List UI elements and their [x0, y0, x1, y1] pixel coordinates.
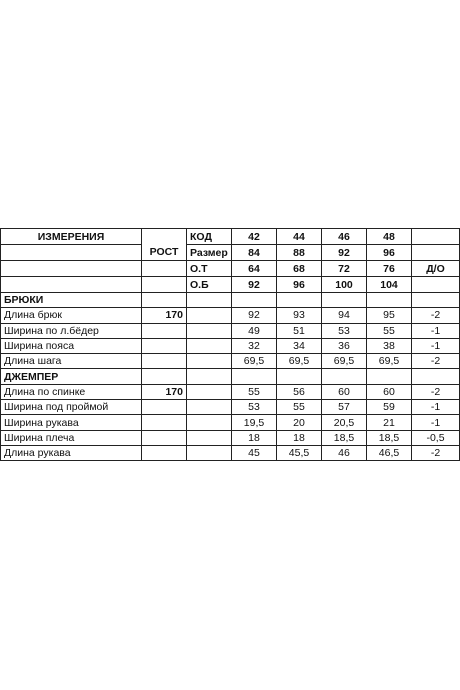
- size-measurement-value: 46,5: [367, 445, 412, 460]
- size-measurement-value: 69,5: [277, 354, 322, 369]
- section-header-row: [1, 293, 460, 308]
- height-value: [142, 323, 187, 338]
- size-measurement-value: 20: [277, 415, 322, 430]
- size-measurement-value: 60: [367, 384, 412, 399]
- size-label: Размер: [187, 245, 232, 261]
- size-measurement-value: 20,5: [322, 415, 367, 430]
- measurement-label: Ширина под проймой: [1, 400, 142, 415]
- size-measurement-value: 18,5: [367, 430, 412, 445]
- tolerance-value: -1: [412, 400, 460, 415]
- measurement-label: Ширина рукава: [1, 415, 142, 430]
- height-value: [142, 445, 187, 460]
- section-title: БРЮКИ: [1, 293, 142, 308]
- size-measurement-value: 45,5: [277, 445, 322, 460]
- size-measurement-value: 18,5: [322, 430, 367, 445]
- table-row: [1, 354, 460, 369]
- table-row: [1, 308, 460, 323]
- size-measurement-value: 57: [322, 400, 367, 415]
- table-row: [1, 445, 460, 460]
- tolerance-value: -1: [412, 323, 460, 338]
- tolerance-value: -0,5: [412, 430, 460, 445]
- measurements-header: ИЗМЕРЕНИЯ: [1, 229, 142, 245]
- size-measurement-value: 56: [277, 384, 322, 399]
- size-value: 84: [232, 245, 277, 261]
- kod-value: 42: [232, 229, 277, 245]
- size-measurement-value: 59: [367, 400, 412, 415]
- ot-label: О.Т: [187, 261, 232, 277]
- ob-value: 96: [277, 277, 322, 293]
- height-value: 170: [142, 308, 187, 323]
- height-value: [142, 400, 187, 415]
- size-value: 96: [367, 245, 412, 261]
- size-measurement-value: 92: [232, 308, 277, 323]
- size-measurement-value: 34: [277, 338, 322, 353]
- tolerance-value: -2: [412, 384, 460, 399]
- size-measurement-value: 55: [232, 384, 277, 399]
- size-measurement-value: 32: [232, 338, 277, 353]
- header-row-ob: [1, 277, 460, 293]
- size-measurement-value: 46: [322, 445, 367, 460]
- size-measurement-value: 94: [322, 308, 367, 323]
- table-row: [1, 338, 460, 353]
- ob-value: 92: [232, 277, 277, 293]
- size-measurement-value: 36: [322, 338, 367, 353]
- height-value: [142, 354, 187, 369]
- kod-label: КОД: [187, 229, 232, 245]
- size-measurement-value: 18: [277, 430, 322, 445]
- tolerance-header: Д/О: [412, 261, 460, 277]
- tolerance-value: -2: [412, 445, 460, 460]
- size-measurement-value: 51: [277, 323, 322, 338]
- height-value: 170: [142, 384, 187, 399]
- table-row: [1, 415, 460, 430]
- size-measurement-value: 69,5: [232, 354, 277, 369]
- size-chart-sheet: [0, 228, 460, 461]
- ot-value: 76: [367, 261, 412, 277]
- table-row: [1, 384, 460, 399]
- header-row-kod: [1, 229, 460, 245]
- size-chart-table: [0, 228, 460, 461]
- tolerance-value: -1: [412, 415, 460, 430]
- size-measurement-value: 60: [322, 384, 367, 399]
- size-measurement-value: 53: [232, 400, 277, 415]
- height-value: [142, 430, 187, 445]
- ot-value: 72: [322, 261, 367, 277]
- size-measurement-value: 95: [367, 308, 412, 323]
- tolerance-value: -2: [412, 308, 460, 323]
- size-measurement-value: 38: [367, 338, 412, 353]
- size-measurement-value: 69,5: [322, 354, 367, 369]
- measurement-label: Ширина плеча: [1, 430, 142, 445]
- measurement-label: Длина рукава: [1, 445, 142, 460]
- ob-value: 104: [367, 277, 412, 293]
- table-row: [1, 430, 460, 445]
- height-header: РОСТ: [142, 245, 187, 261]
- kod-value: 46: [322, 229, 367, 245]
- size-measurement-value: 55: [277, 400, 322, 415]
- height-value: [142, 338, 187, 353]
- size-measurement-value: 53: [322, 323, 367, 338]
- height-value: [142, 415, 187, 430]
- measurement-label: Длина по спинке: [1, 384, 142, 399]
- table-row: [1, 323, 460, 338]
- measurement-label: Длина брюк: [1, 308, 142, 323]
- section-header-row: [1, 369, 460, 384]
- ob-label: О.Б: [187, 277, 232, 293]
- size-measurement-value: 45: [232, 445, 277, 460]
- size-measurement-value: 55: [367, 323, 412, 338]
- size-value: 92: [322, 245, 367, 261]
- measurement-label: Ширина пояса: [1, 338, 142, 353]
- tolerance-value: -2: [412, 354, 460, 369]
- size-measurement-value: 18: [232, 430, 277, 445]
- measurement-label: Длина шага: [1, 354, 142, 369]
- size-measurement-value: 21: [367, 415, 412, 430]
- ot-value: 68: [277, 261, 322, 277]
- kod-value: 48: [367, 229, 412, 245]
- ob-value: 100: [322, 277, 367, 293]
- ot-value: 64: [232, 261, 277, 277]
- tolerance-value: -1: [412, 338, 460, 353]
- section-title: ДЖЕМПЕР: [1, 369, 142, 384]
- table-row: [1, 400, 460, 415]
- header-row-ot: [1, 261, 460, 277]
- size-measurement-value: 93: [277, 308, 322, 323]
- size-value: 88: [277, 245, 322, 261]
- size-measurement-value: 49: [232, 323, 277, 338]
- size-measurement-value: 69,5: [367, 354, 412, 369]
- kod-value: 44: [277, 229, 322, 245]
- header-row-size: [1, 245, 460, 261]
- size-measurement-value: 19,5: [232, 415, 277, 430]
- measurement-label: Ширина по л.бёдер: [1, 323, 142, 338]
